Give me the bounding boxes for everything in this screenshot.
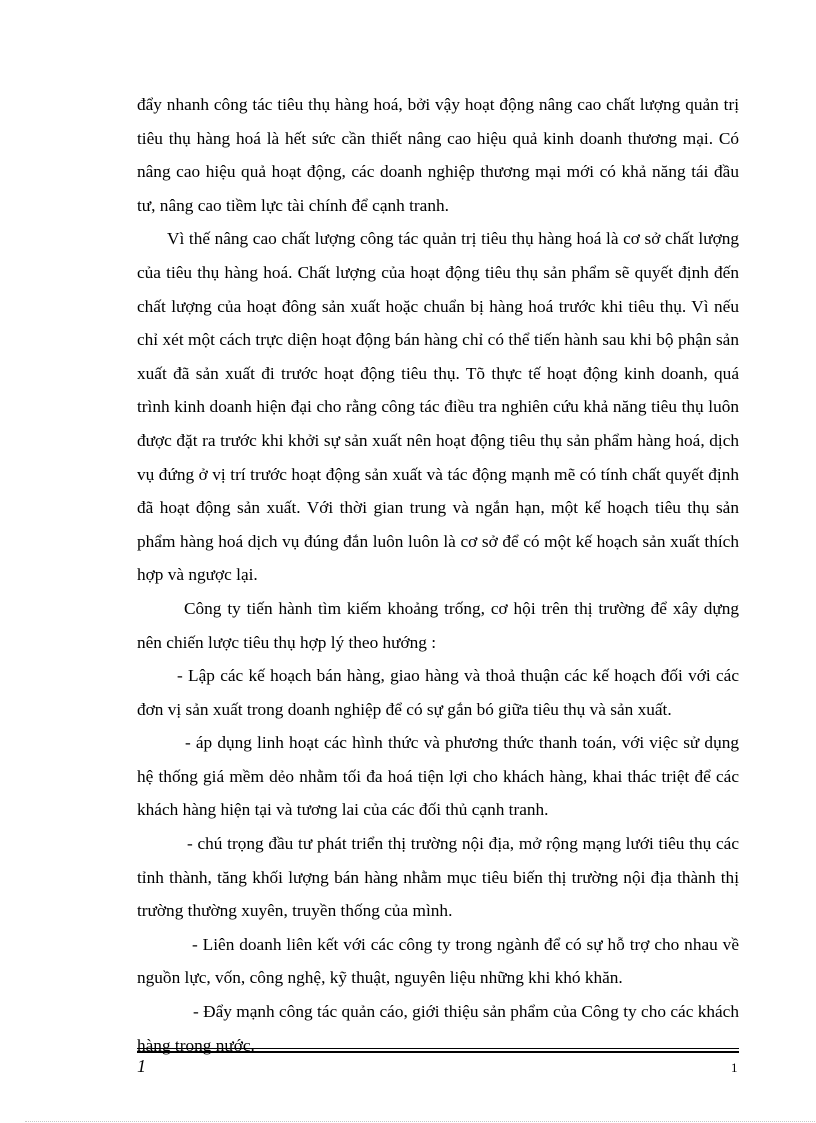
bullet-advertising: - Đẩy mạnh công tác quản cáo, giới thiệu sản phẩm của Công ty cho các khách hàng trong nước. bbox=[137, 1002, 739, 1055]
footer-divider-thick bbox=[137, 1051, 739, 1053]
bullet-sales-plan: - Lập các kế hoạch bán hàng, giao hàng và thoả thuận các kế hoạch đối với các đơn vị sản xuất trong doanh nghiệp để có sự gắn bó giữa tiêu thụ và sản xuất. bbox=[137, 666, 739, 719]
bullet-domestic-market: - chú trọng đầu tư phát triển thị trường nội địa, mở rộng mạng lưới tiêu thụ các tỉnh thành, tăng khối lượng bán hàng nhằm mục tiêu biến thị trường nội địa thành thị trường thường xuyên, truyền thống của mình. bbox=[137, 834, 739, 921]
bullet-joint-venture: - Liên doanh liên kết với các công ty trong ngành để có sự hỗ trợ cho nhau về nguồn lực, vốn, công nghệ, kỹ thuật, nguyên liệu những khi khó khăn. bbox=[137, 934, 739, 988]
page-edge-divider bbox=[25, 1121, 815, 1122]
page-number: 1 bbox=[731, 1060, 738, 1075]
paragraph-3: Công ty tiến hành tìm kiếm khoảng trống, cơ hội trên thị trường để xây dựng nên chiến lược tiêu thụ hợp lý theo hướng : bbox=[137, 598, 739, 652]
footer-left-mark: 1 bbox=[137, 1056, 146, 1076]
paragraph-1: đẩy nhanh công tác tiêu thụ hàng hoá, bởi vậy hoạt động nâng cao chất lượng quản trị tiêu thụ hàng hoá là hết sức cần thiết nâng cao hiệu quả kinh doanh thương mại. Có nâng cao hiệu quả hoạt động, các doanh nghiệp thương mại mới có khả năng tái đầu tư, nâng cao tiềm lực tài chính để cạnh tranh. bbox=[137, 95, 739, 215]
body-text bbox=[137, 88, 739, 1062]
bullet-payment-methods: - áp dụng linh hoạt các hình thức và phương thức thanh toán, với việc sử dụng hệ thống giá mềm dẻo nhằm tối đa hoá tiện lợi cho khách hàng, khai thác triệt để các khách hàng hiện tại và tương lai của các đối thủ cạnh tranh. bbox=[137, 733, 739, 820]
paragraph-2: Vì thế nâng cao chất lượng công tác quản trị tiêu thụ hàng hoá là cơ sở chất lượng của tiêu thụ hàng hoá. Chất lượng của hoạt động tiêu thụ sản phẩm sẽ quyết định đến chất lượng của hoạt đông sản xuất hoặc chuẩn bị hàng hoá trước khi tiêu thụ. Vì nếu chỉ xét một cách trực diện hoạt động bán hàng chỉ có thể tiến hành sau khi bộ phận sản xuất đã sản xuất đi trước hoạt động tiêu thụ. Tõ thực tế hoạt động kinh doanh, quá trình kinh doanh hiện đại cho rằng công tác điều tra nghiên cứu khả năng tiêu thụ luôn được đặt ra trước khi khởi sự sản xuất nên hoạt động tiêu thụ sản phẩm hàng hoá, dịch vụ đứng ở vị trí trước hoạt động sản xuất và tác động mạnh mẽ có tính chất quyết định đã hoạt động sản xuất. Với thời gian trung và ngắn hạn, một kế hoạch tiêu thụ sản phẩm hàng hoá dịch vụ đúng đắn luôn luôn là cơ sở để có một kế hoạch sản xuất thích hợp và ngược lại. bbox=[137, 229, 739, 585]
footer-divider bbox=[137, 1048, 739, 1049]
